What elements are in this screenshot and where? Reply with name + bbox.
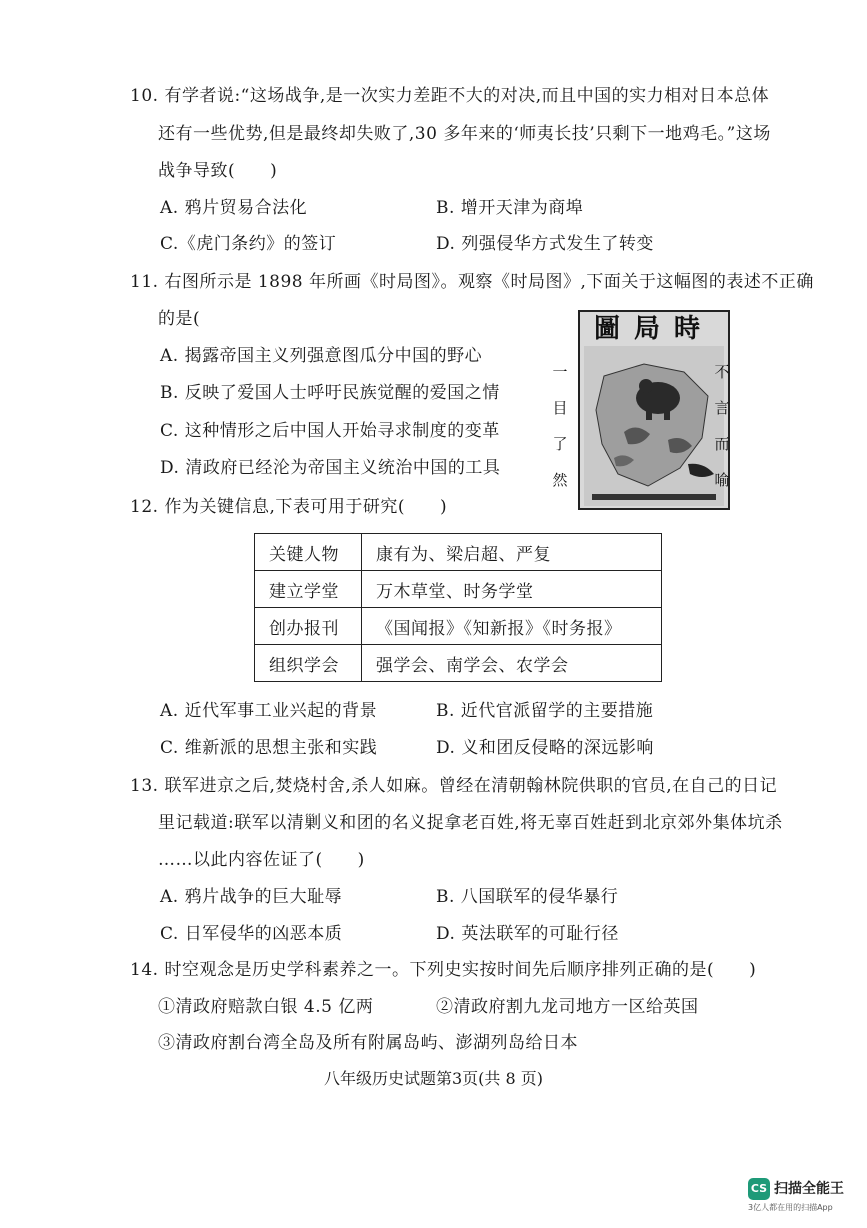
- q10-option-c: C.《虎门条约》的签订: [160, 234, 337, 254]
- q10-option-d: D. 列强侵华方式发生了转变: [436, 234, 654, 254]
- q13-option-c: C. 日军侵华的凶恶本质: [160, 924, 343, 944]
- table-value-cell: 《国闻报》《知新报》《时务报》: [362, 608, 662, 645]
- q11-option-d: D. 清政府已经沦为帝国主义统治中国的工具: [160, 458, 501, 478]
- table-key-cell: 关键人物: [255, 534, 362, 571]
- q10-stem-line1: 10. 有学者说:“这场战争,是一次实力差距不大的对决,而且中国的实力相对日本总体: [130, 86, 770, 106]
- table-row: [255, 608, 662, 645]
- watermark-tagline: 3亿人都在用的扫描App: [748, 1203, 833, 1212]
- q11-stem-line2: 的是(: [158, 309, 201, 329]
- table-row: [255, 645, 662, 682]
- q14-item-1: ①清政府赔款白银 4.5 亿两: [158, 997, 374, 1017]
- q14-stem-line1: 14. 时空观念是历史学科素养之一。下列史实按时间先后顺序排列正确的是( ): [130, 960, 757, 980]
- scanner-watermark: [748, 1178, 858, 1218]
- q10-stem-line3: 战争导致( ): [158, 161, 278, 181]
- table-row: [255, 534, 662, 571]
- page-footer: 八年级历史试题第3页(共 8 页): [323, 1069, 544, 1088]
- q12-option-c: C. 维新派的思想主张和实践: [160, 738, 378, 758]
- camscanner-logo-icon: CS: [748, 1178, 770, 1200]
- q12-option-a: A. 近代军事工业兴起的背景: [160, 701, 378, 721]
- q13-option-a: A. 鸦片战争的巨大耻辱: [160, 887, 343, 907]
- q13-stem-line2: 里记载道:联军以清剿义和团的名义捉拿老百姓,将无辜百姓赶到北京郊外集体坑杀: [158, 813, 783, 833]
- table-value-cell: 万木草堂、时务学堂: [362, 571, 662, 608]
- q12-info-table: [254, 533, 662, 682]
- cartoon-right-caption: 不 言 而 喻: [714, 363, 730, 489]
- shiju-cartoon: [550, 310, 730, 510]
- cartoon-title: 圖局時: [593, 314, 714, 344]
- q12-option-b: B. 近代官派留学的主要措施: [436, 701, 654, 721]
- q13-option-b: B. 八国联军的侵华暴行: [436, 887, 619, 907]
- q12-stem-line1: 12. 作为关键信息,下表可用于研究( ): [130, 497, 448, 517]
- table-row: [255, 571, 662, 608]
- q10-option-a: A. 鸦片贸易合法化: [160, 198, 308, 218]
- q11-stem-line1: 11. 右图所示是 1898 年所画《时局图》。观察《时局图》,下面关于这幅图的表述不正确: [130, 272, 814, 292]
- q10-stem-line2: 还有一些优势,但是最终却失败了,30 多年来的‘师夷长技’只剩下一地鸡毛。”这场: [158, 124, 771, 144]
- q14-item-2: ②清政府割九龙司地方一区给英国: [436, 997, 699, 1017]
- q13-stem-line3: ……以此内容佐证了( ): [158, 850, 365, 870]
- q11-option-c: C. 这种情形之后中国人开始寻求制度的变革: [160, 421, 500, 441]
- q14-item-3: ③清政府割台湾全岛及所有附属岛屿、澎湖列岛给日本: [158, 1033, 578, 1053]
- table-key-cell: 建立学堂: [255, 571, 362, 608]
- table-value-cell: 康有为、梁启超、严复: [362, 534, 662, 571]
- q13-option-d: D. 英法联军的可耻行径: [436, 924, 619, 944]
- table-value-cell: 强学会、南学会、农学会: [362, 645, 662, 682]
- q13-stem-line1: 13. 联军进京之后,焚烧村舍,杀人如麻。曾经在清朝翰林院供职的官员,在自己的日记: [130, 776, 778, 796]
- cartoon-left-caption: 一 目 了 然: [552, 363, 568, 489]
- table-key-cell: 创办报刊: [255, 608, 362, 645]
- q11-option-a: A. 揭露帝国主义列强意图瓜分中国的野心: [160, 346, 483, 366]
- q11-option-b: B. 反映了爱国人士呼吁民族觉醒的爱国之情: [160, 383, 500, 403]
- table-key-cell: 组织学会: [255, 645, 362, 682]
- q10-option-b: B. 增开天津为商埠: [436, 198, 584, 218]
- cartoon-map-illustration: [584, 346, 724, 506]
- watermark-app-name: 扫描全能王: [774, 1181, 844, 1197]
- q12-option-d: D. 义和团反侵略的深远影响: [436, 738, 654, 758]
